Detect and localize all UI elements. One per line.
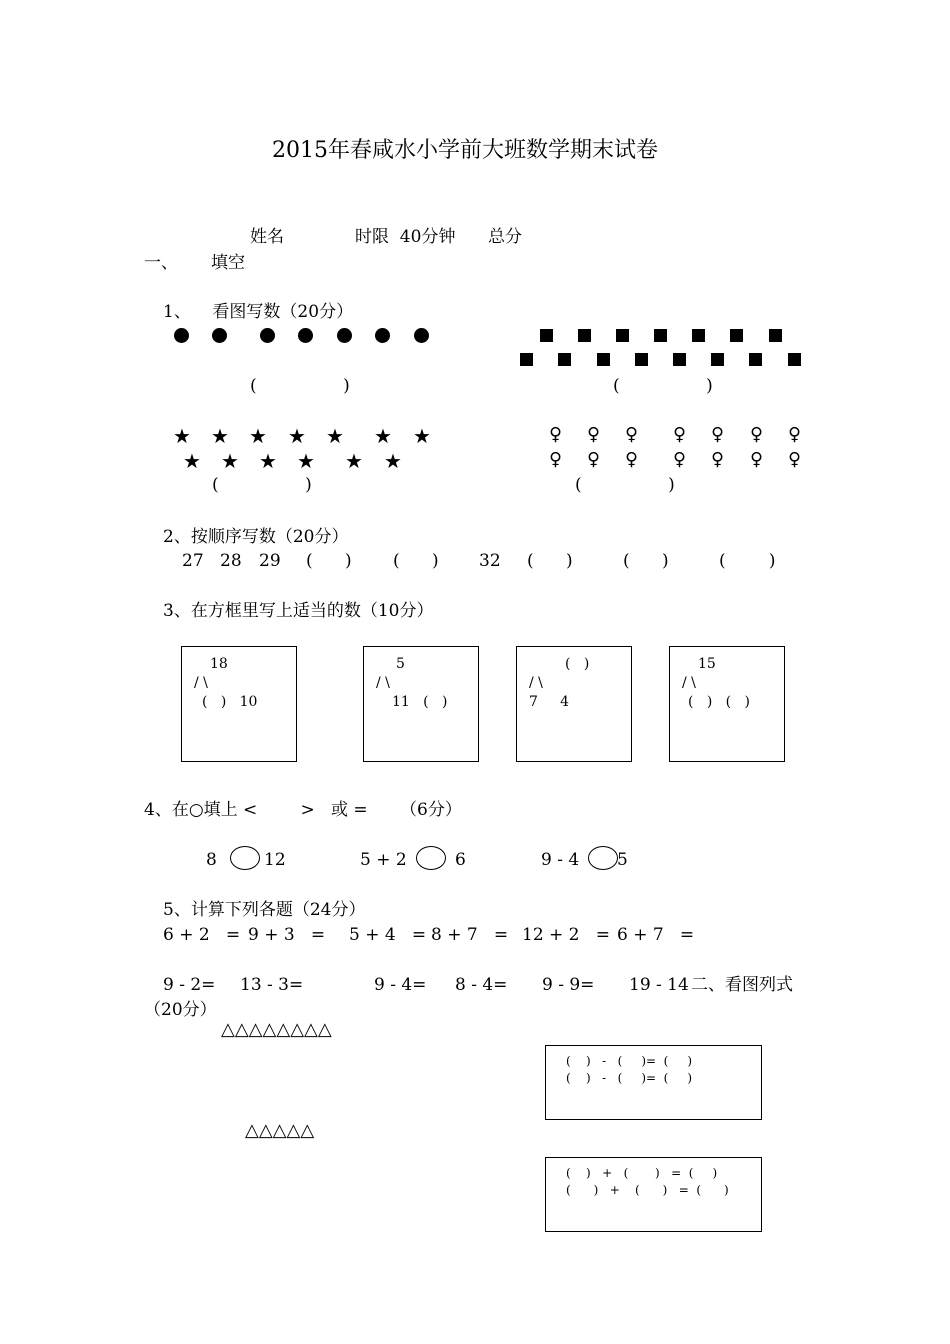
q4-label: 4、在○填上 < > 或 = （6分）	[144, 800, 462, 820]
number-bond-box	[516, 646, 632, 762]
female-sign-icon: ♀	[711, 424, 725, 445]
q1-blank-circles[interactable]: ( )	[250, 376, 350, 396]
circle-icon	[212, 328, 227, 343]
star-icon: ★	[345, 449, 363, 473]
female-sign-icon: ♀	[587, 449, 601, 470]
section-one-number: 一、	[144, 253, 178, 273]
female-sign-icon: ♀	[711, 449, 725, 470]
q1-blank-stars[interactable]: ( )	[212, 475, 312, 495]
arithmetic-item[interactable]: 9 - 9=	[542, 975, 595, 995]
sequence-blank[interactable]: ( )	[306, 551, 352, 571]
sequence-item: 27	[182, 551, 204, 571]
star-icon: ★	[374, 424, 392, 448]
equation-box-subtraction	[545, 1045, 762, 1120]
female-sign-icon: ♀	[673, 424, 687, 445]
star-icon: ★	[183, 449, 201, 473]
bond-top[interactable]: ( )	[565, 656, 590, 672]
number-bond-box	[669, 646, 785, 762]
number-bond-box	[363, 646, 479, 762]
bond-bottom[interactable]: 11 ( )	[392, 694, 448, 710]
section-two-label: 二、看图列式	[691, 975, 793, 995]
sequence-item: 32	[479, 551, 501, 571]
sequence-item: 29	[259, 551, 281, 571]
compare-circle[interactable]	[230, 846, 260, 870]
compare-right: 6	[455, 850, 466, 870]
female-sign-icon: ♀	[625, 424, 639, 445]
square-icon	[578, 329, 591, 342]
name-label: 姓名	[250, 227, 284, 247]
square-icon	[730, 329, 743, 342]
equation-line[interactable]: ( ) - ( )= ( )	[566, 1071, 693, 1085]
arithmetic-item[interactable]: 13 - 3=	[240, 975, 304, 995]
compare-left: 8	[206, 850, 217, 870]
page-title: 2015年春咸水小学前大班数学期末试卷	[272, 138, 658, 163]
triangles-bottom: △△△△△	[245, 1120, 315, 1141]
bond-branch: / \	[194, 675, 208, 691]
q1-blank-squares[interactable]: ( )	[613, 376, 713, 396]
female-sign-icon: ♀	[750, 424, 764, 445]
bond-top: 5	[396, 656, 405, 672]
square-icon	[711, 353, 724, 366]
square-icon	[692, 329, 705, 342]
star-icon: ★	[221, 449, 239, 473]
square-icon	[749, 353, 762, 366]
compare-circle[interactable]	[416, 846, 446, 870]
square-icon	[788, 353, 801, 366]
female-sign-icon: ♀	[587, 424, 601, 445]
arithmetic-item[interactable]: 5 + 4 =	[349, 925, 427, 945]
square-icon	[558, 353, 571, 366]
female-sign-icon: ♀	[625, 449, 639, 470]
female-sign-icon: ♀	[673, 449, 687, 470]
bond-top: 15	[698, 656, 716, 672]
time-limit: 时限 40分钟	[355, 227, 456, 247]
square-icon	[635, 353, 648, 366]
circle-icon	[174, 328, 189, 343]
female-sign-icon: ♀	[750, 449, 764, 470]
square-icon	[616, 329, 629, 342]
bond-branch: / \	[376, 675, 390, 691]
triangles-top: △△△△△△△△	[221, 1019, 332, 1040]
arithmetic-item[interactable]: 6 + 7 =	[617, 925, 695, 945]
sequence-blank[interactable]: ( )	[393, 551, 439, 571]
square-icon	[673, 353, 686, 366]
bond-bottom[interactable]: ( ) ( )	[688, 694, 750, 710]
star-icon: ★	[249, 424, 267, 448]
star-icon: ★	[297, 449, 315, 473]
arithmetic-item[interactable]: 12 + 2 =	[522, 925, 610, 945]
q1-blank-female-signs[interactable]: ( )	[575, 475, 675, 495]
q1-label: 1、 看图写数（20分）	[163, 302, 354, 322]
bond-top: 18	[210, 656, 228, 672]
circle-icon	[375, 328, 390, 343]
compare-right: 5	[617, 850, 628, 870]
compare-left: 5 + 2	[360, 850, 407, 870]
square-icon	[597, 353, 610, 366]
arithmetic-item[interactable]: 9 - 2=	[163, 975, 216, 995]
number-bond-box	[181, 646, 297, 762]
star-icon: ★	[259, 449, 277, 473]
arithmetic-item[interactable]: 8 + 7 =	[431, 925, 509, 945]
arithmetic-item[interactable]: 19 - 14	[629, 975, 689, 995]
compare-circle[interactable]	[588, 846, 618, 870]
star-icon: ★	[384, 449, 402, 473]
circle-icon	[414, 328, 429, 343]
star-icon: ★	[211, 424, 229, 448]
bond-branch: / \	[682, 675, 696, 691]
sequence-blank[interactable]: ( )	[719, 551, 776, 571]
female-sign-icon: ♀	[788, 449, 802, 470]
equation-line[interactable]: ( ) + ( ) = ( )	[566, 1166, 718, 1180]
sequence-blank[interactable]: ( )	[623, 551, 669, 571]
q3-label: 3、在方框里写上适当的数（10分）	[163, 601, 434, 621]
compare-left: 9 - 4	[541, 850, 580, 870]
section-one-label: 填空	[211, 253, 245, 273]
star-icon: ★	[326, 424, 344, 448]
total-score-label: 总分	[488, 227, 522, 247]
female-sign-icon: ♀	[788, 424, 802, 445]
square-icon	[769, 329, 782, 342]
square-icon	[520, 353, 533, 366]
bond-bottom[interactable]: ( ) 10	[202, 694, 258, 710]
sequence-blank[interactable]: ( )	[527, 551, 573, 571]
female-sign-icon: ♀	[549, 449, 563, 470]
star-icon: ★	[413, 424, 431, 448]
circle-icon	[337, 328, 352, 343]
circle-icon	[298, 328, 313, 343]
bond-branch: / \	[529, 675, 543, 691]
q2-label: 2、按顺序写数（20分）	[163, 527, 349, 547]
arithmetic-item[interactable]: 6 + 2 =	[163, 925, 241, 945]
section-two-points: （20分）	[144, 1000, 217, 1020]
equation-box-addition	[545, 1157, 762, 1232]
equation-line[interactable]: ( ) - ( )= ( )	[566, 1054, 693, 1068]
arithmetic-item[interactable]: 8 - 4=	[455, 975, 508, 995]
square-icon	[654, 329, 667, 342]
arithmetic-item[interactable]: 9 + 3 =	[248, 925, 326, 945]
sequence-item: 28	[220, 551, 242, 571]
square-icon	[540, 329, 553, 342]
arithmetic-item[interactable]: 9 - 4=	[374, 975, 427, 995]
circle-icon	[260, 328, 275, 343]
q5-label: 5、计算下列各题（24分）	[163, 900, 366, 920]
star-icon: ★	[288, 424, 306, 448]
equation-line[interactable]: ( ) + ( ) = ( )	[566, 1183, 729, 1197]
female-sign-icon: ♀	[549, 424, 563, 445]
compare-right: 12	[264, 850, 286, 870]
star-icon: ★	[173, 424, 191, 448]
bond-bottom: 7 4	[529, 694, 570, 710]
